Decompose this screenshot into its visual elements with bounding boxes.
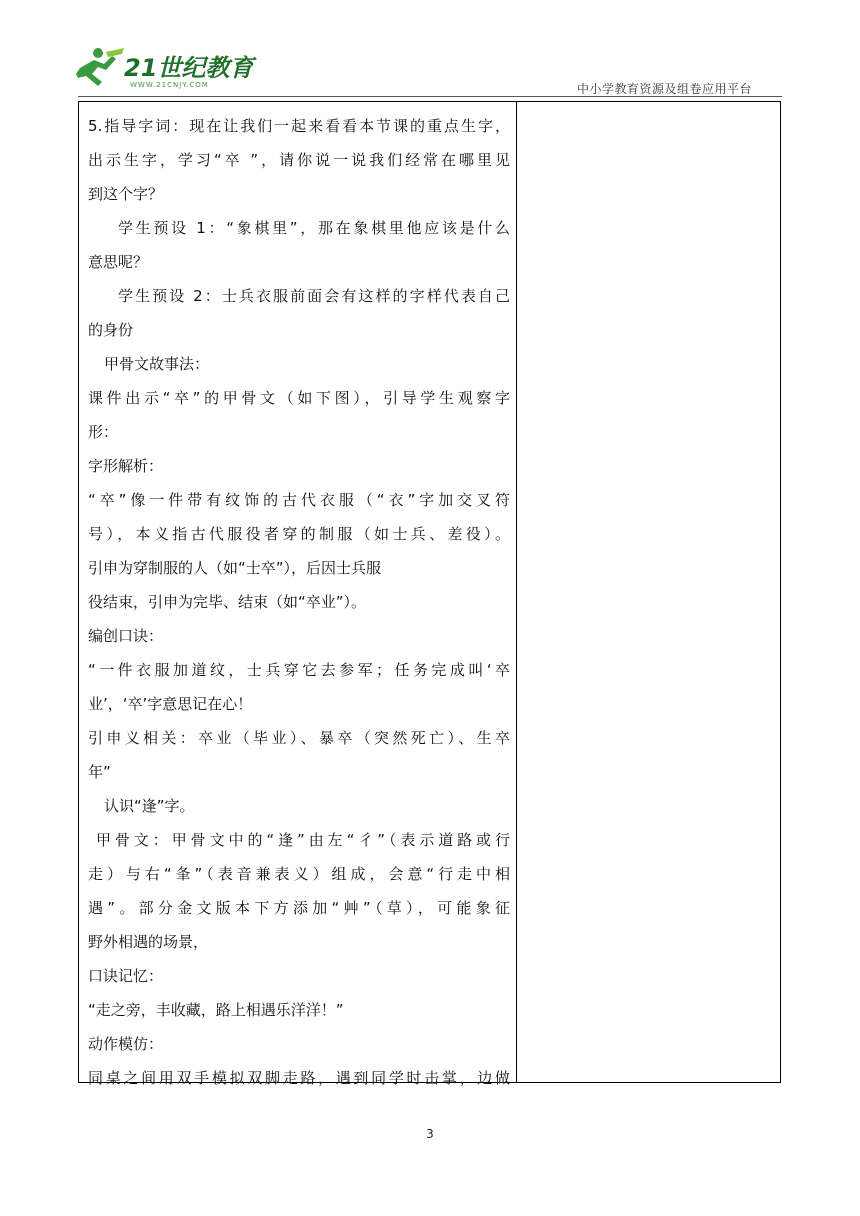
text-line: 甲骨文：甲骨文中的“逢”由左“彳”（表示道路或行	[96, 831, 510, 849]
text-line: 号），本义指古代服役者穿的制服（如士兵、差役）。	[88, 525, 510, 543]
text-line: 动作模仿：	[88, 1035, 164, 1053]
text-line: 学生预设 2：士兵衣服前面会有这样的字样代表自己	[118, 287, 510, 305]
text-line: 学生预设 1：“象棋里”，那在象棋里他应该是什么	[118, 219, 510, 237]
platform-title: 中小学教育资源及组卷应用平台	[576, 82, 752, 96]
text-line: 出示生字，学习“卒 ”，请你说一说我们经常在哪里见	[88, 151, 510, 169]
page-number: 3	[426, 1127, 434, 1141]
text-line: 走）与右“夆”（表音兼表义）组成，会意“行走中相	[88, 865, 510, 883]
text-line: 同桌之间用双手模拟双脚走路，遇到同学时击掌，边做	[88, 1069, 510, 1087]
logo-text: 21世纪教育	[124, 54, 254, 82]
text-line: 5.指导字词：现在让我们一起来看看本节课的重点生字，	[88, 117, 510, 135]
text-line: 野外相遇的场景，	[88, 933, 209, 951]
text-line: 认识“逢”字。	[104, 797, 195, 815]
text-line: 遇”。部分金文版本下方添加“艸”（草），可能象征	[88, 899, 510, 917]
text-line: 甲骨文故事法：	[104, 355, 210, 373]
text-line: “卒”像一件带有纹饰的古代衣服（“衣”字加交叉符	[88, 491, 510, 509]
text-line: 到这个字？	[88, 185, 164, 203]
logo-url: WWW.21CNJY.COM	[130, 81, 209, 89]
text-line: 意思呢？	[88, 253, 149, 271]
text-line: 课件出示“卒”的甲骨文（如下图），引导学生观察字	[88, 389, 510, 407]
header-divider	[78, 96, 782, 97]
text-line: 役结束，引申为完毕、结束（如“卒业”）。	[88, 593, 367, 611]
text-line: 年”	[88, 763, 111, 781]
text-line: 引申为穿制服的人（如“士卒”），后因士兵服	[88, 559, 382, 577]
text-line: 业’，‘卒’字意思记在心！	[88, 695, 253, 713]
column-divider	[516, 102, 517, 1082]
text-line: 字形解析：	[88, 457, 164, 475]
text-line: 编创口诀：	[88, 627, 164, 645]
text-line: “走之旁，丰收藏，路上相遇乐洋洋！”	[88, 1001, 344, 1019]
runner-icon	[76, 48, 124, 86]
lesson-content	[88, 109, 510, 1095]
text-line: 口诀记忆：	[88, 967, 164, 985]
lesson-table	[78, 101, 781, 1087]
text-line: 引申义相关：卒业（毕业）、暴卒（突然死亡）、生卒	[88, 729, 510, 747]
text-line: “一件衣服加道纹，士兵穿它去参军；任务完成叫‘卒	[88, 661, 510, 679]
site-logo	[72, 44, 262, 90]
text-line: 形：	[88, 423, 119, 441]
text-line: 的身份	[88, 321, 134, 339]
